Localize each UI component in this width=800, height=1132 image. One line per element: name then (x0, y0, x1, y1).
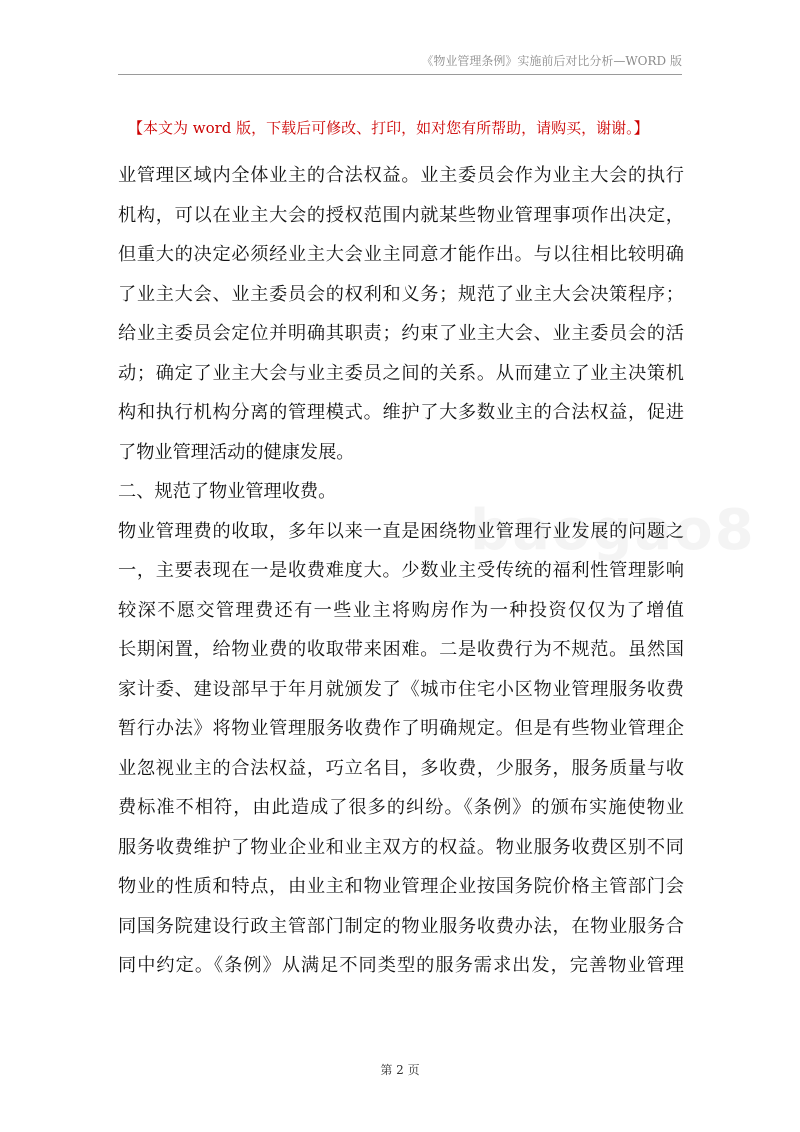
text-line: 业管理区域内全体业主的合法权益。业主委员会作为业主大会的执行 (118, 165, 684, 186)
text-line: 长期闲置，给物业费的收取带来困难。二是收费行为不规范。虽然国 (118, 639, 684, 660)
text-line: 业忽视业主的合法权益，巧立名目，多收费，少服务，服务质量与收 (118, 757, 684, 779)
text-line: 机构，可以在业主大会的授权范围内就某些物业管理事项作出决定， (118, 204, 684, 226)
text-line: 暂行办法》将物业管理服务收费作了明确规定。但是有些物业管理企 (118, 718, 684, 739)
text-line: 但重大的决定必须经业主大会业主同意才能作出。与以往相比较明确 (118, 244, 684, 265)
text-line: 给业主委员会定位并明确其职责；约束了业主大会、业主委员会的活 (118, 323, 684, 344)
text-line: 较深不愿交管理费还有一些业主将购房作为一种投资仅仅为了增值 (118, 599, 684, 621)
text-line: 家计委、建设部早于年月就颁发了《城市住宅小区物业管理服务收费 (118, 678, 684, 700)
text-line: 服务收费维护了物业企业和业主双方的权益。物业服务收费区别不同 (118, 836, 684, 858)
body-text (118, 156, 684, 986)
text-line: 构和执行机构分离的管理模式。维护了大多数业主的合法权益，促进 (118, 402, 684, 423)
text-line: 一，主要表现在一是收费难度大。少数业主受传统的福利性管理影响 (118, 560, 684, 581)
section-heading: 二、规范了物业管理收费。 (118, 481, 337, 502)
text-line: 物业的性质和特点，由业主和物业管理企业按国务院价格主管部门会 (118, 876, 684, 897)
text-line: 同国务院建设行政主管部门制定的物业服务收费办法，在物业服务合 (118, 915, 684, 937)
text-line: 了物业管理活动的健康发展。 (118, 441, 355, 463)
text-line: 费标准不相符，由此造成了很多的纠纷。《条例》的颁布实施使物业 (118, 797, 684, 818)
text-line: 了业主大会、业主委员会的权利和义务；规范了业主大会决策程序； (118, 283, 684, 305)
running-header: 《物业管理条例》实施前后对比分析—WORD 版 (421, 54, 682, 68)
page-number: 第 2 页 (380, 1063, 420, 1077)
header-divider (118, 74, 682, 75)
download-notice: 【本文为 word 版，下载后可修改、打印，如对您有所帮助，请购买，谢谢。】 (128, 119, 649, 137)
text-line: 同中约定。《条例》从满足不同类型的服务需求出发，完善物业管理 (118, 955, 684, 976)
text-line: 物业管理费的收取，多年以来一直是困绕物业管理行业发展的问题之 (118, 520, 684, 542)
text-line: 动；确定了业主大会与业主委员之间的关系。从而建立了业主决策机 (118, 362, 684, 384)
